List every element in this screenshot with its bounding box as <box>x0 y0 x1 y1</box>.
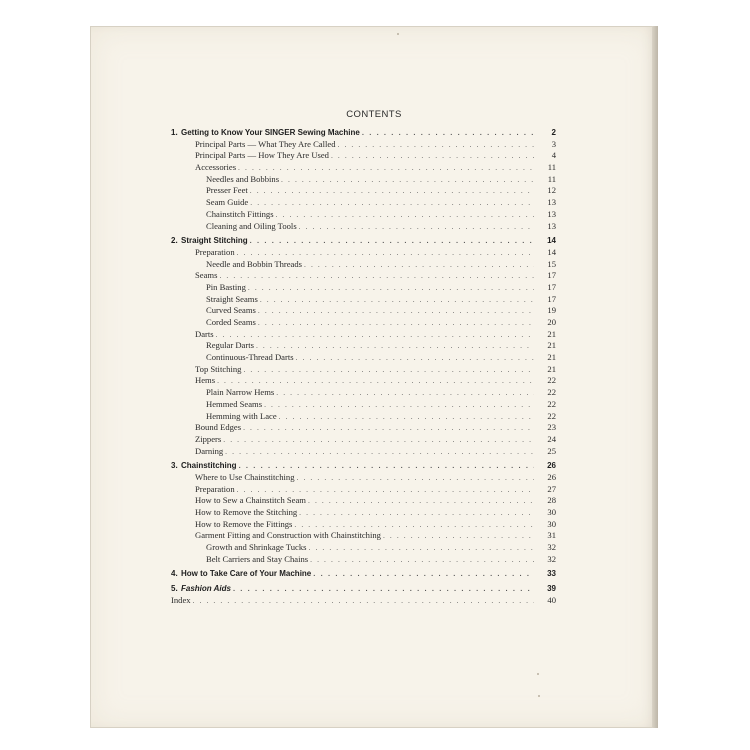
toc-entry-title <box>171 387 276 399</box>
toc-entry-title <box>171 270 219 282</box>
page-number: 21 <box>547 352 556 363</box>
dot-leader <box>237 247 534 259</box>
chapter-number: 4. <box>171 569 178 579</box>
page-number: 17 <box>547 270 556 281</box>
dot-leader <box>193 595 534 607</box>
entry-label: Corded Seams <box>206 317 256 327</box>
page-number: 27 <box>547 483 556 494</box>
toc-entry-title <box>171 247 237 259</box>
entry-label: Hems <box>195 375 216 386</box>
dot-leader <box>243 422 534 434</box>
entry-label: Principal Parts — What They Are Called <box>195 138 336 149</box>
entry-label: Fashion Aids <box>181 584 231 594</box>
entry-label: Darts <box>195 328 214 339</box>
entry-label: Chainstitch Fittings <box>206 208 274 219</box>
toc-entry <box>171 340 556 352</box>
dot-leader <box>281 174 534 186</box>
toc-entry <box>171 162 556 174</box>
page-number: 31 <box>547 530 556 541</box>
toc-entry <box>171 554 556 566</box>
toc-entry-title <box>171 162 238 174</box>
dot-leader <box>260 294 534 306</box>
toc-entry-title <box>171 364 243 376</box>
dot-leader <box>258 317 534 329</box>
chapter-number: 2. <box>171 236 178 246</box>
entry-label: Plain Narrow Hems <box>206 387 275 398</box>
toc-entry-title <box>171 411 279 423</box>
toc-entry <box>171 484 556 496</box>
page-number: 25 <box>547 445 556 456</box>
entry-label: Belt Carriers and Stay Chains <box>206 553 309 564</box>
entry-label: Principal Parts — How They Are Used <box>195 150 329 161</box>
dot-leader <box>279 411 534 423</box>
dot-leader <box>250 235 534 247</box>
page-number: 4 <box>551 150 556 161</box>
page-number: 20 <box>547 317 556 327</box>
dot-leader <box>250 185 534 197</box>
dot-leader <box>217 375 534 387</box>
entry-label: Curved Seams <box>206 305 256 316</box>
page-number: 30 <box>547 507 556 517</box>
entry-label: Growth and Shrinkage Tucks <box>206 542 307 553</box>
entry-label: Needle and Bobbin Threads <box>206 258 303 269</box>
dot-leader <box>238 162 534 174</box>
toc-entry <box>171 197 556 209</box>
dot-leader <box>223 434 534 446</box>
toc-entry-title <box>171 352 296 364</box>
page-number: 32 <box>547 542 556 553</box>
dot-leader <box>256 340 534 352</box>
dot-leader <box>296 352 534 364</box>
page-number: 3 <box>551 138 556 149</box>
dot-leader <box>276 209 534 221</box>
toc-entry <box>171 399 556 411</box>
toc-entry-title <box>171 484 237 496</box>
page-number: 11 <box>547 173 556 184</box>
page-number: 19 <box>547 305 556 316</box>
dot-leader <box>308 495 534 507</box>
dot-leader <box>362 127 534 139</box>
page-number: 22 <box>547 387 556 398</box>
toc-entry <box>171 422 556 434</box>
dot-leader <box>248 282 534 294</box>
entry-label: Top Stitching <box>195 363 242 374</box>
page-number: 14 <box>547 236 556 246</box>
dot-leader <box>310 554 534 566</box>
dot-leader <box>294 519 534 531</box>
dot-leader <box>225 446 534 458</box>
dot-leader <box>299 507 534 519</box>
entry-label: Index <box>171 594 191 605</box>
toc-entry-title <box>171 197 250 209</box>
toc-entry-title <box>171 317 258 329</box>
page-number: 15 <box>547 258 556 269</box>
toc-entry <box>171 174 556 186</box>
paper-speck <box>397 33 399 35</box>
paper-speck <box>537 673 539 675</box>
entry-label: Preparation <box>195 483 235 494</box>
page-number: 13 <box>547 197 556 208</box>
dot-leader <box>297 472 534 484</box>
dot-leader <box>309 542 535 554</box>
dot-leader <box>258 305 534 317</box>
entry-label: Seam Guide <box>206 197 249 208</box>
toc-entry-title <box>171 340 256 352</box>
entry-label: Garment Fitting and Construction with Chainstitching <box>195 530 381 541</box>
toc-entry-title <box>171 235 250 247</box>
toc-entry-title <box>171 127 362 139</box>
toc-chapter-entry <box>171 583 556 595</box>
page-number: 33 <box>547 569 556 579</box>
page-title: CONTENTS <box>346 109 402 120</box>
dot-leader <box>233 583 534 595</box>
dot-leader <box>383 530 534 542</box>
page-number: 11 <box>547 162 556 173</box>
toc-entry <box>171 270 556 282</box>
toc-entry-title <box>171 495 308 507</box>
page-number: 32 <box>547 553 556 564</box>
toc-entry-title <box>171 294 260 306</box>
document-page <box>90 26 658 728</box>
toc-entry-title <box>171 422 243 434</box>
dot-leader <box>338 139 535 151</box>
page-number: 13 <box>547 208 556 219</box>
chapter-number: 5. <box>171 584 178 594</box>
page-number: 17 <box>547 281 556 292</box>
toc-entry-title <box>171 583 233 595</box>
toc-entry-title <box>171 329 216 341</box>
page-number: 26 <box>547 461 556 471</box>
toc-entry-title <box>171 259 304 271</box>
toc-entry-title <box>171 542 309 554</box>
toc-entry-title <box>171 305 258 317</box>
page-edge <box>652 26 658 728</box>
page-number: 21 <box>547 363 556 374</box>
page-number: 23 <box>547 422 556 433</box>
entry-label: Straight Stitching <box>181 236 248 246</box>
entry-label: Hemmed Seams <box>206 398 263 409</box>
dot-leader <box>219 270 534 282</box>
page-number: 24 <box>547 433 556 444</box>
toc-entry <box>171 375 556 387</box>
toc-entry <box>171 329 556 341</box>
toc-entry-title <box>171 460 239 472</box>
entry-label: Straight Seams <box>206 293 258 304</box>
dot-leader <box>237 484 534 496</box>
page-number: 2 <box>551 128 556 137</box>
entry-label: Getting to Know Your SINGER Sewing Machine <box>181 128 360 137</box>
entry-label: Bound Edges <box>195 422 242 433</box>
toc-entry-title <box>171 209 276 221</box>
page-number: 22 <box>547 410 556 421</box>
toc-entry-title <box>171 185 250 197</box>
toc-entry <box>171 185 556 197</box>
toc-entry-title <box>171 568 313 580</box>
toc-entry-title <box>171 519 294 531</box>
dot-leader <box>239 460 534 472</box>
toc-entry <box>171 221 556 233</box>
dot-leader <box>264 399 534 411</box>
dot-leader <box>250 197 534 209</box>
toc-entry <box>171 150 556 162</box>
toc-entry <box>171 247 556 259</box>
toc-chapter-entry <box>171 460 556 472</box>
dot-leader <box>331 150 534 162</box>
toc-entry <box>171 542 556 554</box>
dot-leader <box>304 259 534 271</box>
page-number: 13 <box>547 220 556 231</box>
toc-entry <box>171 317 556 329</box>
entry-label: Darning <box>195 445 224 456</box>
toc-entry <box>171 387 556 399</box>
toc-entry <box>171 472 556 484</box>
page-number: 22 <box>547 398 556 409</box>
chapter-number: 1. <box>171 128 178 137</box>
toc-entry-title <box>171 150 331 162</box>
page-number: 40 <box>547 594 556 605</box>
entry-label: Cleaning and Oiling Tools <box>206 220 297 231</box>
toc-entry <box>171 411 556 423</box>
toc-entry-title <box>171 507 299 519</box>
toc-entry <box>171 446 556 458</box>
toc-entry-title <box>171 174 281 186</box>
entry-label: Presser Feet <box>206 185 248 196</box>
toc-entry <box>171 507 556 519</box>
entry-label: How to Take Care of Your Machine <box>181 569 312 579</box>
page-number: 39 <box>547 584 556 594</box>
entry-label: Preparation <box>195 246 235 257</box>
toc-entry-title <box>171 472 297 484</box>
toc-entry-title <box>171 282 248 294</box>
dot-leader <box>216 329 534 341</box>
toc-entry <box>171 139 556 151</box>
entry-label: How to Sew a Chainstitch Seam <box>195 495 306 506</box>
toc-entry <box>171 305 556 317</box>
toc-entry <box>171 209 556 221</box>
page-number: 12 <box>547 185 556 196</box>
toc-entry-title <box>171 375 217 387</box>
toc-entry <box>171 352 556 364</box>
entry-label: Chainstitching <box>181 461 237 471</box>
toc-entry-title <box>171 139 338 151</box>
table-of-contents <box>171 127 556 607</box>
toc-entry-title <box>171 554 310 566</box>
page-number: 17 <box>547 293 556 304</box>
page-number: 22 <box>547 375 556 386</box>
entry-label: Hemming with Lace <box>206 410 277 421</box>
page-number: 21 <box>547 328 556 339</box>
toc-entry <box>171 434 556 446</box>
chapter-number: 3. <box>171 461 178 471</box>
toc-entry-title <box>171 446 225 458</box>
entry-label: How to Remove the Stitching <box>195 507 298 517</box>
toc-entry-title <box>171 434 223 446</box>
entry-label: Continuous-Thread Darts <box>206 352 294 363</box>
dot-leader <box>243 364 534 376</box>
toc-chapter-entry <box>171 127 556 139</box>
toc-chapter-entry <box>171 568 556 580</box>
toc-entry <box>171 495 556 507</box>
entry-label: Zippers <box>195 433 222 444</box>
dot-leader <box>299 221 534 233</box>
dot-leader <box>276 387 534 399</box>
entry-label: Regular Darts <box>206 340 254 351</box>
toc-entry <box>171 259 556 271</box>
entry-label: Seams <box>195 270 218 281</box>
entry-label: Pin Basting <box>206 281 246 292</box>
entry-label: Accessories <box>195 162 237 173</box>
toc-entry <box>171 519 556 531</box>
page-number: 26 <box>547 471 556 482</box>
paper-speck <box>538 695 540 697</box>
toc-entry <box>171 530 556 542</box>
entry-label: How to Remove the Fittings <box>195 518 293 529</box>
entry-label: Needles and Bobbins <box>206 173 280 184</box>
entry-label: Where to Use Chainstitching <box>195 471 295 482</box>
toc-entry <box>171 364 556 376</box>
page-number: 28 <box>547 495 556 506</box>
toc-entry-title <box>171 221 299 233</box>
dot-leader <box>313 568 534 580</box>
toc-entry-title <box>171 530 383 542</box>
page-number: 14 <box>547 246 556 257</box>
toc-entry-title <box>171 595 193 607</box>
page-number: 21 <box>547 340 556 351</box>
toc-entry <box>171 294 556 306</box>
page-number: 30 <box>547 518 556 529</box>
toc-entry-title <box>171 399 264 411</box>
toc-entry <box>171 595 556 607</box>
toc-chapter-entry <box>171 235 556 247</box>
toc-entry <box>171 282 556 294</box>
